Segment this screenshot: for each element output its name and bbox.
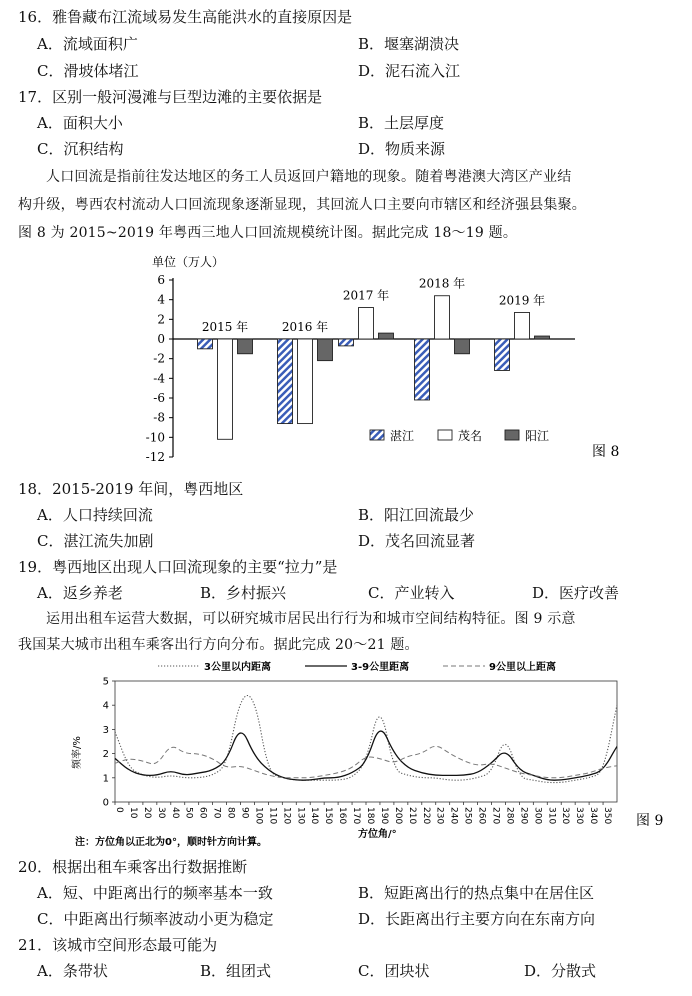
figure-8-bar-chart	[100, 250, 660, 472]
fig8-y-tick-label: 0	[157, 332, 165, 346]
fig9-y-axis-label: 频率/%	[72, 736, 83, 769]
fig8-y-tick-label: -12	[145, 450, 165, 464]
fig8-y-tick-label: -2	[153, 351, 165, 366]
fig9-plot-frame	[115, 681, 617, 802]
fig8-bar	[515, 312, 530, 339]
q21-option-a: A．条带状	[37, 962, 108, 980]
fig9-x-tick-label: 10	[127, 807, 138, 819]
fig9-x-tick-label: 210	[406, 807, 417, 825]
q19-option-a: A．返乡养老	[37, 584, 123, 602]
fig9-x-tick-label: 30	[155, 807, 166, 819]
fig9-lines	[115, 696, 617, 783]
fig8-bar	[455, 339, 470, 354]
q21-stem: 21．该城市空间形态最可能为	[18, 936, 218, 954]
q20-option-c: C．中距离出行频率波动小更为稳定	[37, 910, 274, 928]
q16-option-d: D．泥石流入江	[358, 62, 461, 80]
fig8-category-label: 2015 年	[201, 320, 249, 334]
fig9-x-tick-label: 190	[378, 807, 389, 825]
fig9-legend-label: 3公里以内距离	[204, 662, 271, 673]
fig8-bar	[238, 339, 253, 354]
fig9-legend-label: 9公里以上距离	[489, 662, 556, 673]
fig8-legend-label: 湛江	[390, 429, 415, 443]
q16-option-c: C．滑坡体堵江	[37, 62, 139, 80]
fig9-x-tick-label: 240	[448, 807, 459, 825]
fig9-x-tick-label: 150	[323, 807, 334, 825]
fig9-y-tick-label: 4	[102, 700, 109, 712]
q17-option-b: B．土层厚度	[358, 114, 445, 132]
q21-option-c: C．团块状	[358, 962, 430, 980]
fig9-x-tick-label: 110	[267, 807, 278, 825]
q20-option-b: B．短距离出行的热点集中在居住区	[358, 884, 595, 902]
fig8-bar	[218, 339, 233, 439]
fig9-series-line	[115, 696, 617, 783]
fig8-bar	[359, 308, 374, 339]
fig9-x-tick-label: 80	[225, 807, 236, 819]
fig9-x-tick-label: 70	[211, 807, 222, 819]
q21-option-d: D．分散式	[524, 962, 597, 980]
fig8-legend-swatch	[438, 430, 452, 440]
fig9-x-tick-label: 260	[476, 807, 487, 825]
fig9-x-tick-label: 140	[309, 807, 320, 825]
fig9-y-tick-label: 1	[102, 773, 109, 785]
q17-stem: 17．区别一般河漫滩与巨型边滩的主要依据是	[18, 88, 323, 106]
fig8-y-tick-label: 4	[157, 292, 165, 307]
q18-option-a: A．人口持续回流	[37, 506, 153, 524]
q17-option-c: C．沉积结构	[37, 140, 124, 158]
fig9-x-tick-label: 0	[114, 807, 124, 813]
fig9-y-tick-label: 0	[102, 797, 109, 809]
q16-option-a: A．流域面积广	[37, 35, 138, 53]
fig9-x-tick-label: 270	[490, 807, 501, 825]
fig8-y-tick-label: 2	[157, 312, 165, 327]
fig9-x-tick-label: 170	[351, 807, 362, 825]
q18-option-b: B．阳江回流最少	[358, 506, 475, 524]
fig9-x-tick-label: 100	[253, 807, 264, 825]
fig9-x-tick-label: 40	[169, 807, 180, 819]
fig9-series-line	[115, 746, 617, 777]
fig9-x-tick-label: 340	[588, 807, 599, 825]
passage2-line1: 运用出租车运营大数据，可以研究城市居民出行行为和城市空间结构特征。图 9 示意	[46, 611, 576, 627]
fig8-bar	[535, 336, 550, 339]
q20-option-d: D．长距离出行主要方向在东南方向	[358, 910, 596, 928]
fig8-legend-label: 阳江	[525, 429, 550, 443]
q19-option-b: B．乡村振兴	[200, 584, 287, 602]
q19-stem: 19．粤西地区出现人口回流现象的主要“拉力”是	[18, 558, 338, 576]
q18-option-c: C．湛江流失加剧	[37, 532, 154, 550]
q16-stem: 16．雅鲁藏布江流域易发生高能洪水的直接原因是	[18, 8, 353, 26]
q20-option-a: A．短、中距离出行的频率基本一致	[37, 884, 273, 902]
fig9-x-tick-label: 20	[141, 807, 152, 819]
fig9-x-tick-label: 90	[239, 807, 250, 819]
fig9-legend	[158, 660, 556, 673]
fig8-y-tick-label: -10	[145, 430, 165, 445]
q16-option-b: B．堰塞湖溃决	[358, 35, 460, 53]
fig8-y-axis-label: 单位（万人）	[152, 255, 225, 269]
fig8-bar	[379, 333, 394, 339]
fig8-bar	[198, 339, 213, 349]
fig9-x-tick-label: 330	[574, 807, 585, 825]
fig9-x-tick-label: 130	[295, 807, 306, 825]
q17-option-a: A．面积大小	[37, 114, 123, 132]
fig9-x-tick-label: 320	[560, 807, 571, 825]
fig9-y-tick-label: 5	[102, 676, 109, 688]
fig8-category-label: 2016 年	[281, 320, 329, 334]
fig8-bar	[318, 339, 333, 361]
fig9-x-tick-label: 60	[197, 807, 208, 819]
fig9-x-tick-label: 250	[462, 807, 473, 825]
fig8-bar	[298, 339, 313, 424]
fig9-y-tick-label: 2	[102, 749, 109, 761]
fig9-x-tick-label: 50	[183, 807, 194, 819]
fig9-x-tick-label: 220	[420, 807, 431, 825]
q21-option-b: B．组团式	[200, 962, 272, 980]
fig8-legend	[370, 428, 549, 443]
fig8-caption: 图 8	[592, 444, 620, 460]
fig9-series-line	[115, 731, 617, 780]
q19-option-d: D．医疗改善	[532, 584, 620, 602]
fig8-bar	[435, 296, 450, 339]
q20-stem: 20．根据出租车乘客出行数据推断	[18, 858, 248, 876]
fig9-caption: 图 9	[636, 813, 664, 829]
fig9-x-tick-label: 300	[532, 807, 543, 825]
fig9-x-tick-label: 350	[602, 807, 613, 825]
fig8-bars	[198, 276, 550, 440]
fig8-legend-swatch	[370, 430, 384, 440]
fig9-x-tick-label: 230	[434, 807, 445, 825]
fig8-legend-swatch	[505, 430, 519, 440]
fig9-x-tick-label: 200	[392, 807, 403, 825]
passage1-line3: 图 8 为 2015~2019 年粤西三地人口回流规模统计图。据此完成 18～19 题。	[18, 225, 518, 241]
fig8-category-label: 2017 年	[342, 288, 390, 303]
fig8-bar	[415, 339, 430, 400]
fig8-y-tick-label: -6	[153, 391, 165, 405]
fig9-y-tick-label: 3	[102, 724, 109, 736]
fig8-y-tick-label: -4	[153, 371, 165, 386]
fig9-x-tick-label: 160	[337, 807, 348, 825]
fig9-x-tick-label: 290	[518, 807, 529, 825]
passage1-line2: 构升级，粤西农村流动人口回流现象逐渐显现，其回流人口主要向市辖区和经济强县集聚。	[18, 197, 586, 213]
fig9-x-tick-label: 280	[504, 807, 515, 825]
fig9-note: 注：方位角以正北为0°，顺时针方向计算。	[75, 837, 267, 848]
fig9-x-tick-label: 310	[546, 807, 557, 825]
fig9-x-tick-label: 120	[281, 807, 292, 825]
q17-option-d: D．物质来源	[358, 140, 446, 158]
fig8-category-label: 2019 年	[498, 293, 546, 308]
fig8-bar	[278, 339, 293, 424]
fig8-bar	[339, 339, 354, 346]
fig8-bar	[495, 339, 510, 370]
fig9-x-tick-label: 180	[365, 807, 375, 825]
fig8-y-tick-label: -8	[153, 410, 165, 425]
figure-9-line-chart	[70, 657, 680, 854]
fig8-category-label: 2018 年	[418, 276, 466, 291]
passage2-line2: 我国某大城市出租车乘客出行方向分布。据此完成 20～21 题。	[18, 637, 419, 653]
q18-stem: 18．2015-2019 年间，粤西地区	[18, 480, 244, 498]
fig8-legend-label: 茂名	[458, 429, 483, 443]
fig9-x-axis-label: 方位角/°	[358, 829, 397, 840]
passage1-line1: 人口回流是指前往发达地区的务工人员返回户籍地的现象。随着粤港澳大湾区产业结	[46, 169, 572, 185]
q18-option-d: D．茂名回流显著	[358, 532, 476, 550]
fig9-legend-label: 3-9公里距离	[351, 662, 410, 673]
q19-option-c: C．产业转入	[368, 584, 455, 602]
fig8-y-tick-label: 6	[157, 273, 165, 287]
